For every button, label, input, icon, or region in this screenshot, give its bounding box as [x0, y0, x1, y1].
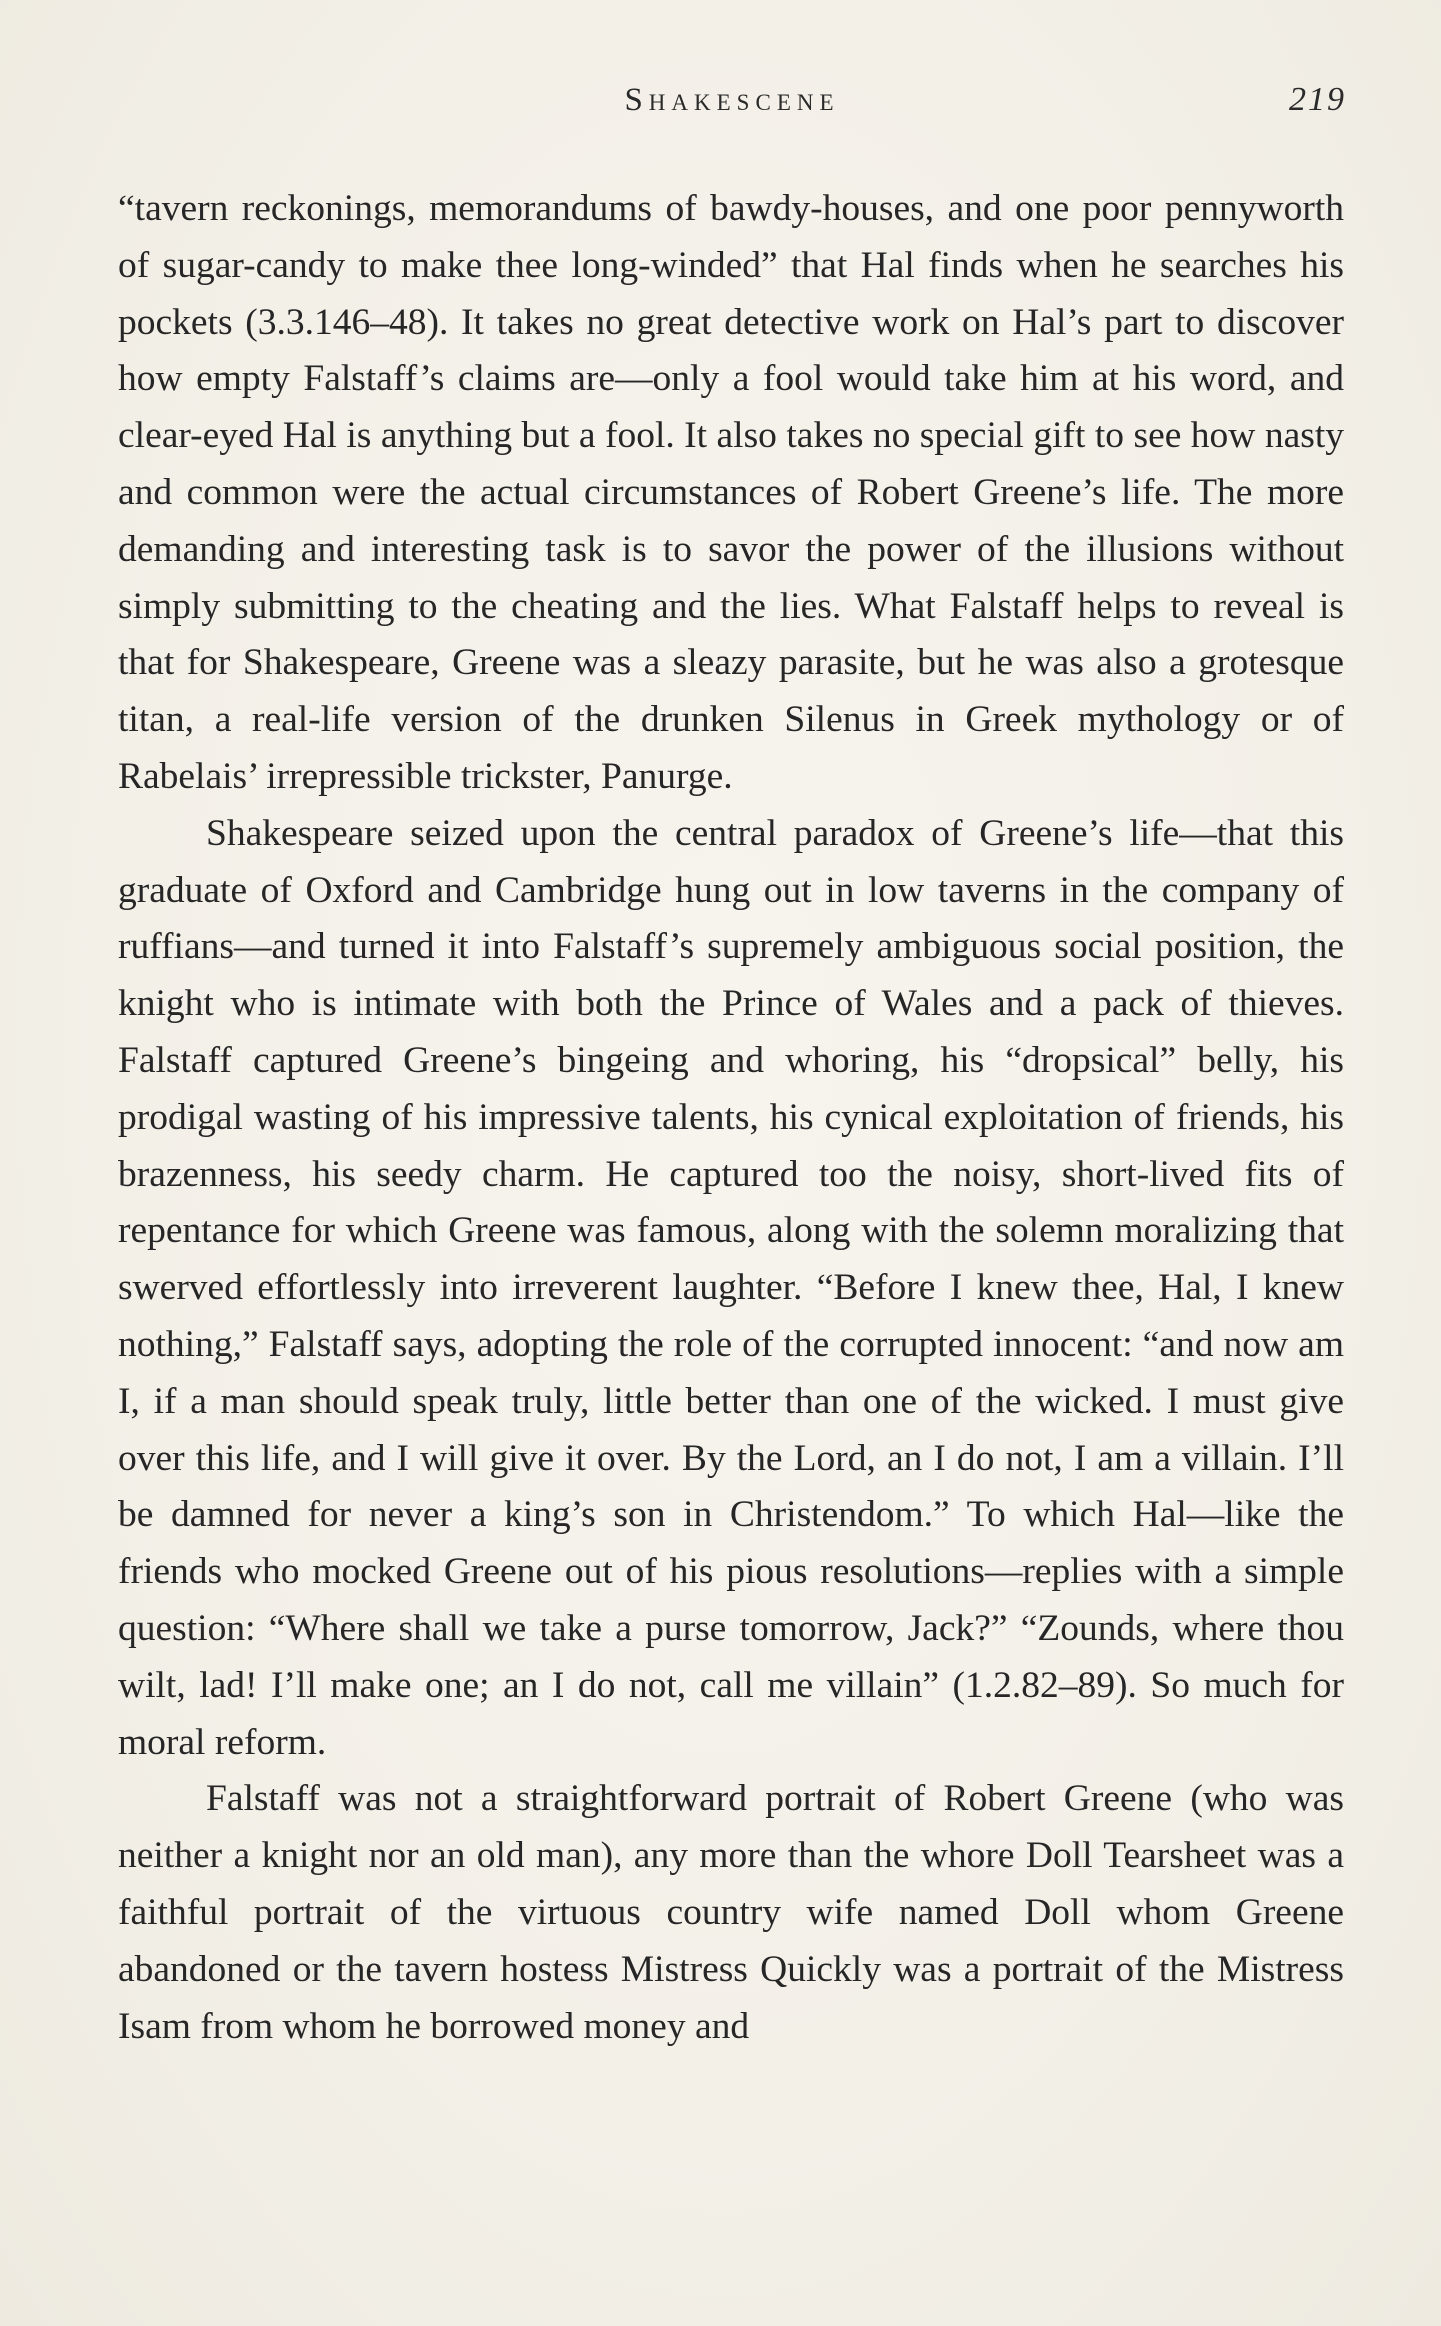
page-number: 219: [1289, 81, 1346, 118]
paragraph: Shakespeare seized upon the central paradox of Greene’s life—that this graduate of Oxford and Cambridge hung out in low taverns in the company of ruffians—and turned it into Falstaff’s supremely ambiguous social position, the knight who is intimate with both the Prince of Wales and a pack of thieves. Falstaff captured Greene’s bingeing and whoring, his “dropsical” belly, his prodigal wasting of his impressive talents, his cynical exploitation of friends, his brazenness, his seedy charm. He captured too the noisy, short-lived fits of repentance for which Greene was famous, along with the solemn moralizing that swerved effortlessly into irreverent laughter. “Before I knew thee, Hal, I knew nothing,” Falstaff says, adopting the role of the corrupted innocent: “and now am I, if a man should speak truly, little better than one of the wicked. I must give over this life, and I will give it over. By the Lord, an I do not, I am a villain. I’ll be damned for never a king’s son in Christendom.” To which Hal—like the friends who mocked Greene out of his pious resolutions—replies with a simple question: “Where shall we take a purse tomorrow, Jack?” “Zounds, where thou wilt, lad! I’ll make one; an I do not, call me villain” (1.2.82–89). So much for moral reform.: [118, 812, 1344, 1763]
paragraph: Falstaff was not a straightforward portrait of Robert Greene (who was neither a knight nor an old man), any more than the whore Doll Tearsheet was a faithful portrait of the virtuous country wife named Doll whom Greene abandoned or the tavern hostess Mistress Quickly was a portrait of the Mistress Isam from whom he borrowed money and: [118, 1778, 1344, 2047]
body-text: [118, 181, 1344, 2055]
running-head: [118, 78, 1346, 122]
paragraph: “tavern reckonings, memorandums of bawdy-houses, and one poor pennyworth of sugar-candy to make thee long-winded” that Hal finds when he searches his pockets (3.3.146–48). It takes no great detective work on Hal’s part to discover how empty Falstaff’s claims are—only a fool would take him at his word, and clear-eyed Hal is anything but a fool. It also takes no special gift to see how nasty and common were the actual circumstances of Robert Greene’s life. The more demanding and interesting task is to savor the power of the illusions without simply submitting to the cheating and the lies. What Falstaff helps to reveal is that for Shakespeare, Greene was a sleazy parasite, but he was also a grotesque titan, a real-life version of the drunken Silenus in Greek mythology or of Rabelais’ irrepressible trickster, Panurge.: [118, 188, 1344, 797]
running-title: Shakescene: [624, 82, 840, 118]
